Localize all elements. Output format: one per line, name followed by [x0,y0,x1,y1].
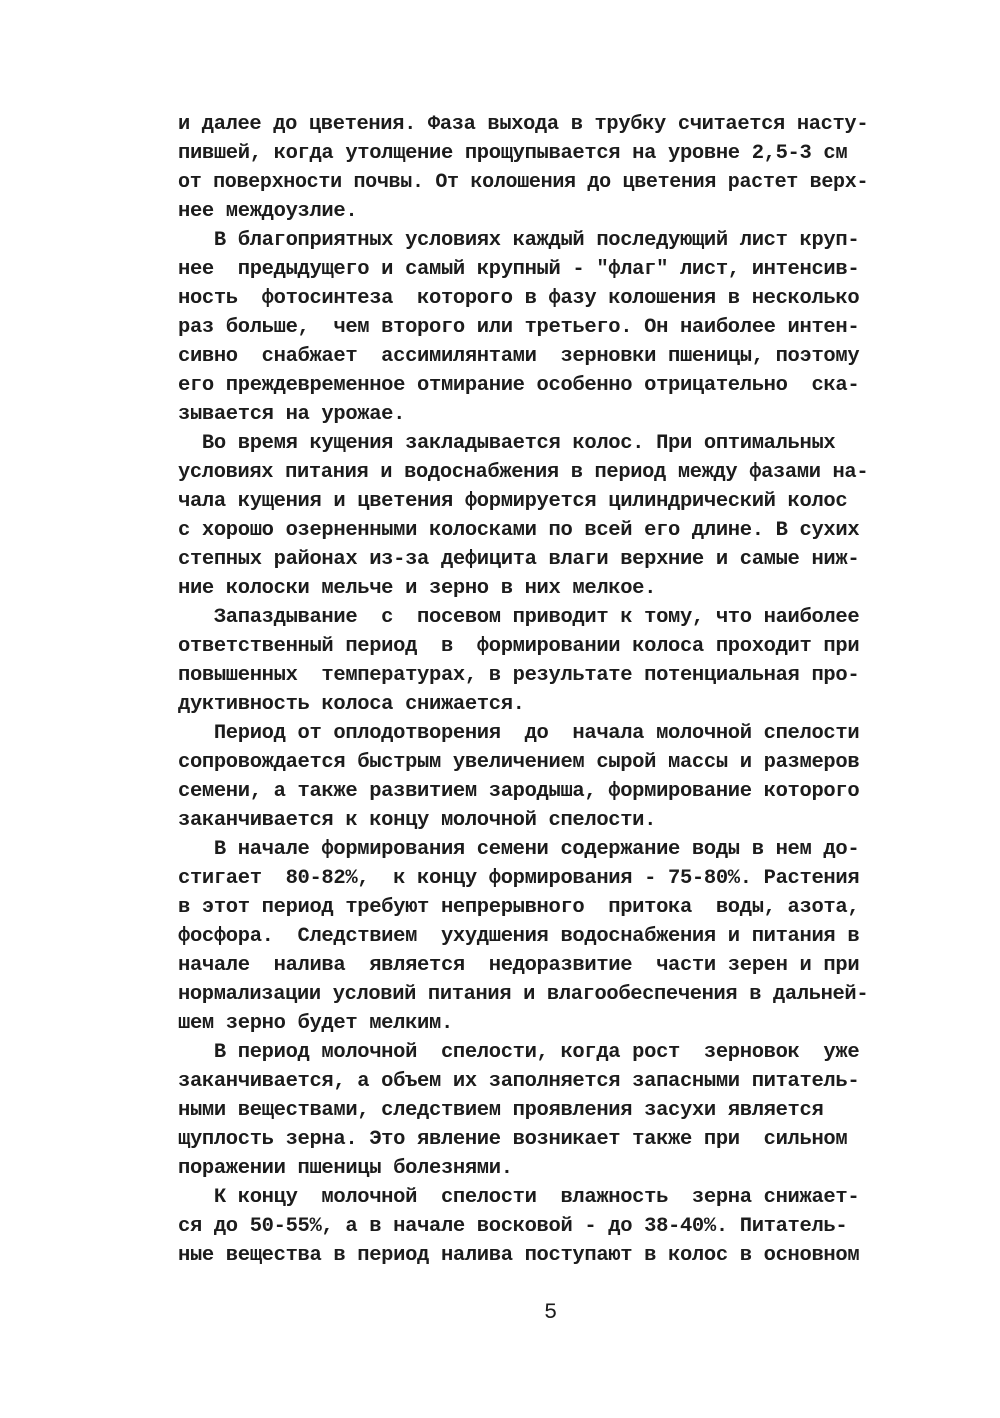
text-line: от поверхности почвы. От колошения до цветения растет верх- [178,171,869,194]
text-line: степных районах из-за дефицита влаги верхние и самые ниж- [178,548,860,571]
text-line: ние колоски мельче и зерно в них мелкое. [178,577,657,600]
text-line: В период молочной спелости, когда рост зерновок уже [178,1041,860,1064]
text-line: повышенных температурах, в результате потенциальная про- [178,664,860,687]
text-line: с хорошо озерненными колосками по всей его длине. В сухих [178,519,860,542]
text-line: В благоприятных условиях каждый последующий лист круп- [178,229,860,252]
text-line: заканчивается к концу молочной спелости. [178,809,657,832]
text-line: нее междоузлие. [178,200,358,223]
text-line: семени, а также развитием зародыша, формирование которого [178,780,860,803]
text-line: нее предыдущего и самый крупный - "флаг" лист, интенсив- [178,258,860,281]
text-line: раз больше, чем второго или третьего. Он наиболее интен- [178,316,860,339]
text-line: щуплость зерна. Это явление возникает также при сильном [178,1128,848,1151]
text-line: чала кущения и цветения формируется цилиндрический колос [178,490,848,513]
text-line: шем зерно будет мелким. [178,1012,453,1035]
text-line: Запаздывание с посевом приводит к тому, что наиболее [178,606,860,629]
text-line: начале налива является недоразвитие части зерен и при [178,954,860,977]
text-line: ся до 50-55%, а в начале восковой - до 38-40%. Питатель- [178,1215,848,1238]
text-line: дуктивность колоса снижается. [178,693,525,716]
text-line: фосфора. Следствием ухудшения водоснабжения и питания в [178,925,860,948]
text-line: его преждевременное отмирание особенно отрицательно ска- [178,374,860,397]
text-line: ответственный период в формировании колоса проходит при [178,635,860,658]
text-line: пившей, когда утолщение прощупывается на уровне 2,5-3 см [178,142,848,165]
text-line: условиях питания и водоснабжения в период между фазами на- [178,461,869,484]
text-line: нормализации условий питания и влагообеспечения в дальней- [178,983,869,1006]
text-line: в этот период требуют непрерывного притока воды, азота, [178,896,860,919]
text-line: заканчивается, а объем их заполняется запасными питатель- [178,1070,860,1093]
body-text [178,110,868,1270]
text-line: В начале формирования семени содержание воды в нем до- [178,838,860,861]
text-line: Во время кущения закладывается колос. При оптимальных [178,432,836,455]
text-line: поражении пшеницы болезнями. [178,1157,513,1180]
page-number: 5 [544,1300,558,1325]
text-line: ными веществами, следствием проявления засухи является [178,1099,824,1122]
text-line: ность фотосинтеза которого в фазу колошения в несколько [178,287,860,310]
text-line: и далее до цветения. Фаза выхода в трубку считается насту- [178,113,869,136]
text-line: сопровождается быстрым увеличением сырой массы и размеров [178,751,860,774]
text-line: Период от оплодотворения до начала молочной спелости [178,722,860,745]
text-line: К концу молочной спелости влажность зерна снижает- [178,1186,860,1209]
text-line: зывается на урожае. [178,403,406,426]
text-line: сивно снабжает ассимилянтами зерновки пшеницы, поэтому [178,345,860,368]
text-line: стигает 80-82%, к концу формирования - 75-80%. Растения [178,867,860,890]
text-line: ные вещества в период налива поступают в колос в основном [178,1244,860,1267]
